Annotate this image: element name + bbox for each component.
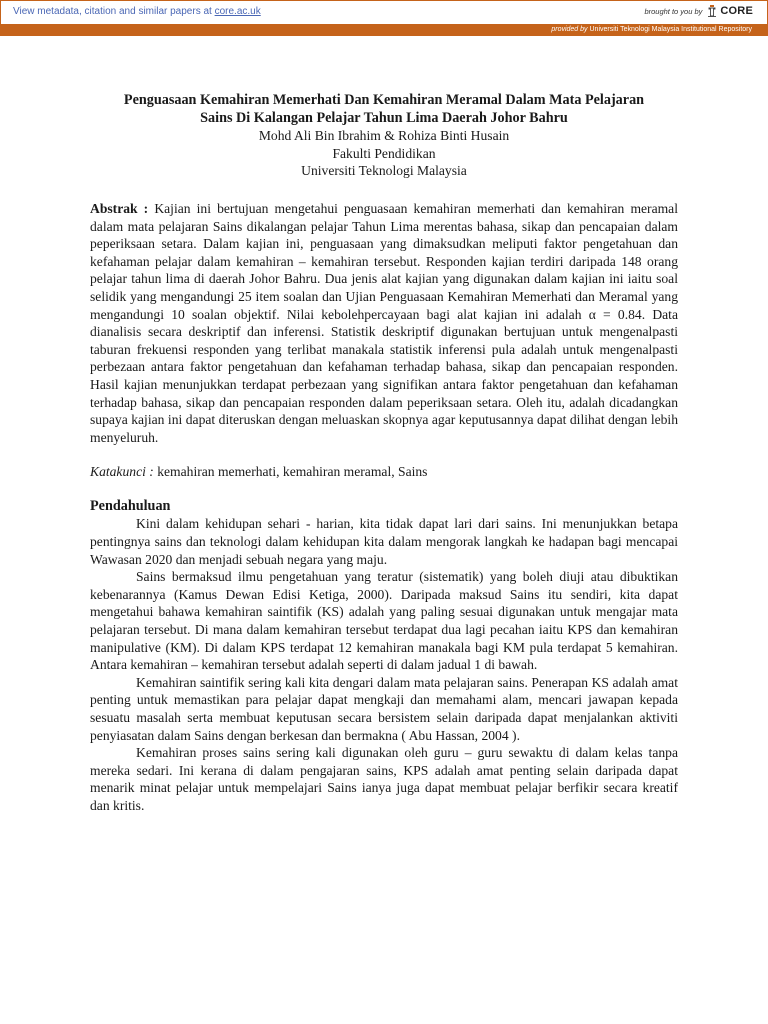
paragraph-4: Kemahiran proses sains sering kali digunakan oleh guru – guru sewaktu di dalam kelas tanpa mereka sedari. Ini kerana di dalam pengajaran sains, KPS adalah amat penting selain daripada dapat menarik minat pelajar untuk mempelajari Sains ianya juga dapat membuat pelajar berfikir secara kreatif dan kritis. xyxy=(90,745,678,813)
paragraph-2: Sains bermaksud ilmu pengetahuan yang teratur (sistematik) yang boleh diuji atau dibuktikan kebenarannya (Kamus Dewan Edisi Ketiga, 2000). Daripada maksud Sains itu sendiri, kita dapat mengetahui bahawa kemahiran saintifik (KS) adalah yang paling sesuai digunakan untuk mengajar mata pelajaran tersebut. Di mana dalam kemahiran tersebut terdapat dua lagi pecahan iaitu KPS dan kemahiran manipulative (KM). Di dalam KPS terdapat 12 kemahiran manakala bagi KM pula terdapat 5 kemahiran. Antara kemahiran – kemahiran tersebut adalah seperti di dalam jadual 1 di bawah. xyxy=(90,569,678,673)
paper-title xyxy=(90,92,678,127)
core-metadata-link[interactable] xyxy=(13,6,261,17)
core-provided-strip xyxy=(0,24,768,36)
core-link-prefix: View metadata, citation and similar papers at xyxy=(13,6,215,17)
core-header-bar xyxy=(0,0,768,24)
keywords xyxy=(90,463,678,481)
keywords-label: Katakunci : xyxy=(90,464,154,480)
core-brand-name: CORE xyxy=(720,5,753,17)
paragraph-3: Kemahiran saintifik sering kali kita dengari dalam mata pelajaran sains. Penerapan KS adalah amat penting untuk memastikan para pelajar dapat mengkaji dan memahami alam, mencari jawapan kepada sesuatu masalah serta membuat keputusan secara bersistem selain daripada dapat menjalankan aktiviti penyiasatan dalam Sains dengan berkesan dan bermakna ( Abu Hassan, 2004 ). xyxy=(90,674,678,743)
abstract xyxy=(90,200,678,446)
author-block xyxy=(90,127,678,180)
faculty: Fakulti Pendidikan xyxy=(332,145,436,161)
paper-body xyxy=(90,92,678,815)
title-line-2: Sains Di Kalangan Pelajar Tahun Lima Daerah Johor Bahru xyxy=(200,109,568,126)
core-logo-icon xyxy=(707,5,717,17)
abstract-text: Kajian ini bertujuan mengetahui penguasaan kemahiran memerhati dan kemahiran meramal dalam mata pelajaran Sains dikalangan pelajar Tahun Lima merentas bahasa, sikap dan pencapaian dalam peperiksaan setara. Dalam kajian ini, penguasaan yang dimaksudkan meliputi faktor pengetahuan dan kefahaman pelajar dalam kemahiran – kemahiran tersebut. Responden kajian terdiri daripada 148 orang pelajar tahun lima di daerah Johor Bahru. Dua jenis alat kajian yang digunakan dalam kajian ini iaitu soal selidik yang mengandungi 25 item soalan dan Ujian Penguasaan Kemahiran Memerhati dan Meramal yang mengandungi 10 soalan objektif. Nilai kebolehpercayaan bagi alat kajian ini adalah α = 0.84. Data dianalisis secara deskriptif dan inferensi. Statistik deskriptif digunakan bertujuan untuk mengenalpasti taburan frekuensi responden yang terlibat manakala statistik inferensi pula adalah untuk mengenalpasti perbezaan antara faktor pengetahuan dan kefahaman terhadap bahasa, sikap dan pencapaian responden. Hasil kajian menunjukkan terdapat perbezaan yang signifikan antara faktor pengetahuan dan kefahaman terhadap bahasa, sikap dan pencapaian responden dalam peperiksaan setara. Oleh itu, adalah dicadangkan supaya kajian ini dapat diteruskan dengan meluaskan skopnya agar keputusannya dapat dilihat dengan lebih menyeluruh. xyxy=(90,200,678,445)
abstract-label: Abstrak : xyxy=(90,200,149,216)
provided-by-label: provided by xyxy=(551,26,588,33)
paragraph-1: Kini dalam kehidupan sehari - harian, kita tidak dapat lari dari sains. Ini menunjukkan betapa pentingnya sains dan teknologi dalam kehidupan kita dalam mengorak langkah ke hadapan bagi mencapai Wawasan 2020 dan menjadi sebuah negara yang maju. xyxy=(90,516,678,567)
section-heading: Pendahuluan xyxy=(90,497,171,514)
keywords-text: kemahiran memerhati, kemahiran meramal, Sains xyxy=(153,464,428,480)
authors: Mohd Ali Bin Ibrahim & Rohiza Binti Husain xyxy=(258,128,510,144)
brought-to-you-label: brought to you by xyxy=(644,6,703,16)
core-brand[interactable] xyxy=(644,5,753,17)
provider-name[interactable]: Universiti Teknologi Malaysia Institutional Repository xyxy=(587,26,752,33)
title-line-1: Penguasaan Kemahiran Memerhati Dan Kemahiran Meramal Dalam Mata Pelajaran xyxy=(123,92,645,108)
core-url[interactable]: core.ac.uk xyxy=(214,6,261,17)
university: Universiti Teknologi Malaysia xyxy=(301,163,467,179)
